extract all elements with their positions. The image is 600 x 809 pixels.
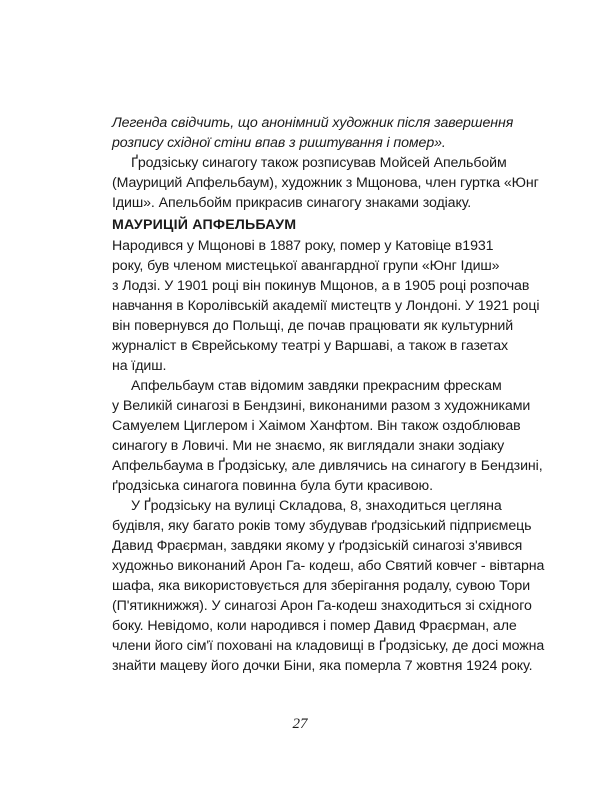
paragraph-line: Ідиш». Апельбойм прикрасив синагогу знаками зодіаку. <box>112 195 472 211</box>
paragraph-line: з Лодзі. У 1901 році він покинув Мщонов, а в 1905 році розпочав <box>112 278 530 294</box>
paragraph-line: синагогу в Ловичі. Ми не знаємо, як виглядали знаки зодіаку <box>112 438 505 454</box>
paragraph-line: у Великій синагозі в Бендзині, виконаними разом з художниками <box>112 398 531 414</box>
paragraph-line: журналіст в Єврейському театрі у Варшаві, а також в газетах <box>112 338 509 354</box>
paragraph-line: Ґродзіську синагогу також розписував Мойсей Апельбойм <box>131 155 507 171</box>
paragraph-line: боку. Невідомо, коли народився і помер Давид Фраєрман, але <box>112 618 517 634</box>
paragraph-line: Народився у Мщонові в 1887 року, помер у Катовіце в1931 <box>112 238 494 254</box>
paragraph-line: на їдиш. <box>112 358 167 374</box>
paragraph-line: Давид Фраєрман, завдяки якому у ґродзіській синагозі з'явився <box>112 538 523 554</box>
paragraph-line: року, був членом мистецької авангардної групи «Юнг Ідиш» <box>112 258 500 274</box>
paragraph-line: він повернувся до Польщі, де почав працювати як культурний <box>112 318 514 334</box>
quote-line: Легенда свідчить, що анонімний художник після завершення <box>112 115 514 131</box>
paragraph-line: (П'ятикнижжя). У синагозі Арон Га-кодеш знаходиться зі східного <box>112 598 532 614</box>
section-heading: МАУРИЦІЙ АПФЕЛЬБАУМ <box>112 217 297 233</box>
paragraph-line: знайти мацеву його дочки Біни, яка померла 7 жовтня 1924 року. <box>112 658 533 674</box>
paragraph-line: Самуелем Циглером і Хаімом Ханфтом. Він також оздоблював <box>112 418 521 434</box>
quote-line: розпису східної стіни впав з риштування і помер». <box>112 135 446 151</box>
paragraph-line: художньо виконаний Арон Га- кодеш, або Святий ковчег - вівтарна <box>112 558 545 574</box>
paragraph-line: будівля, яку багато років тому збудував ґродзіський підприємець <box>112 518 532 534</box>
paragraph-line: Апфельбаума в Ґродзіську, але дивлячись на синагогу в Бендзині, <box>112 458 543 474</box>
paragraph-line: Апфельбаум став відомим завдяки прекрасним фрескам <box>131 378 502 394</box>
paragraph-line: члени його сім'ї поховані на кладовищі в Ґродзіську, де досі можна <box>112 638 545 654</box>
paragraph-line: ґродзіська синагога повинна була бути красивою. <box>112 478 433 494</box>
page-number: 27 <box>292 716 308 732</box>
paragraph-line: У Ґродзіську на вулиці Складова, 8, знаходиться цегляна <box>131 498 502 514</box>
paragraph-line: (Мауриций Апфельбаум), художник з Мщонова, член гуртка «Юнг <box>112 175 539 191</box>
paragraph-line: навчання в Королівській академії мистецтв у Лондоні. У 1921 році <box>112 298 540 314</box>
paragraph-line: шафа, яка використовується для зберігання родалу, сувою Тори <box>112 578 531 594</box>
